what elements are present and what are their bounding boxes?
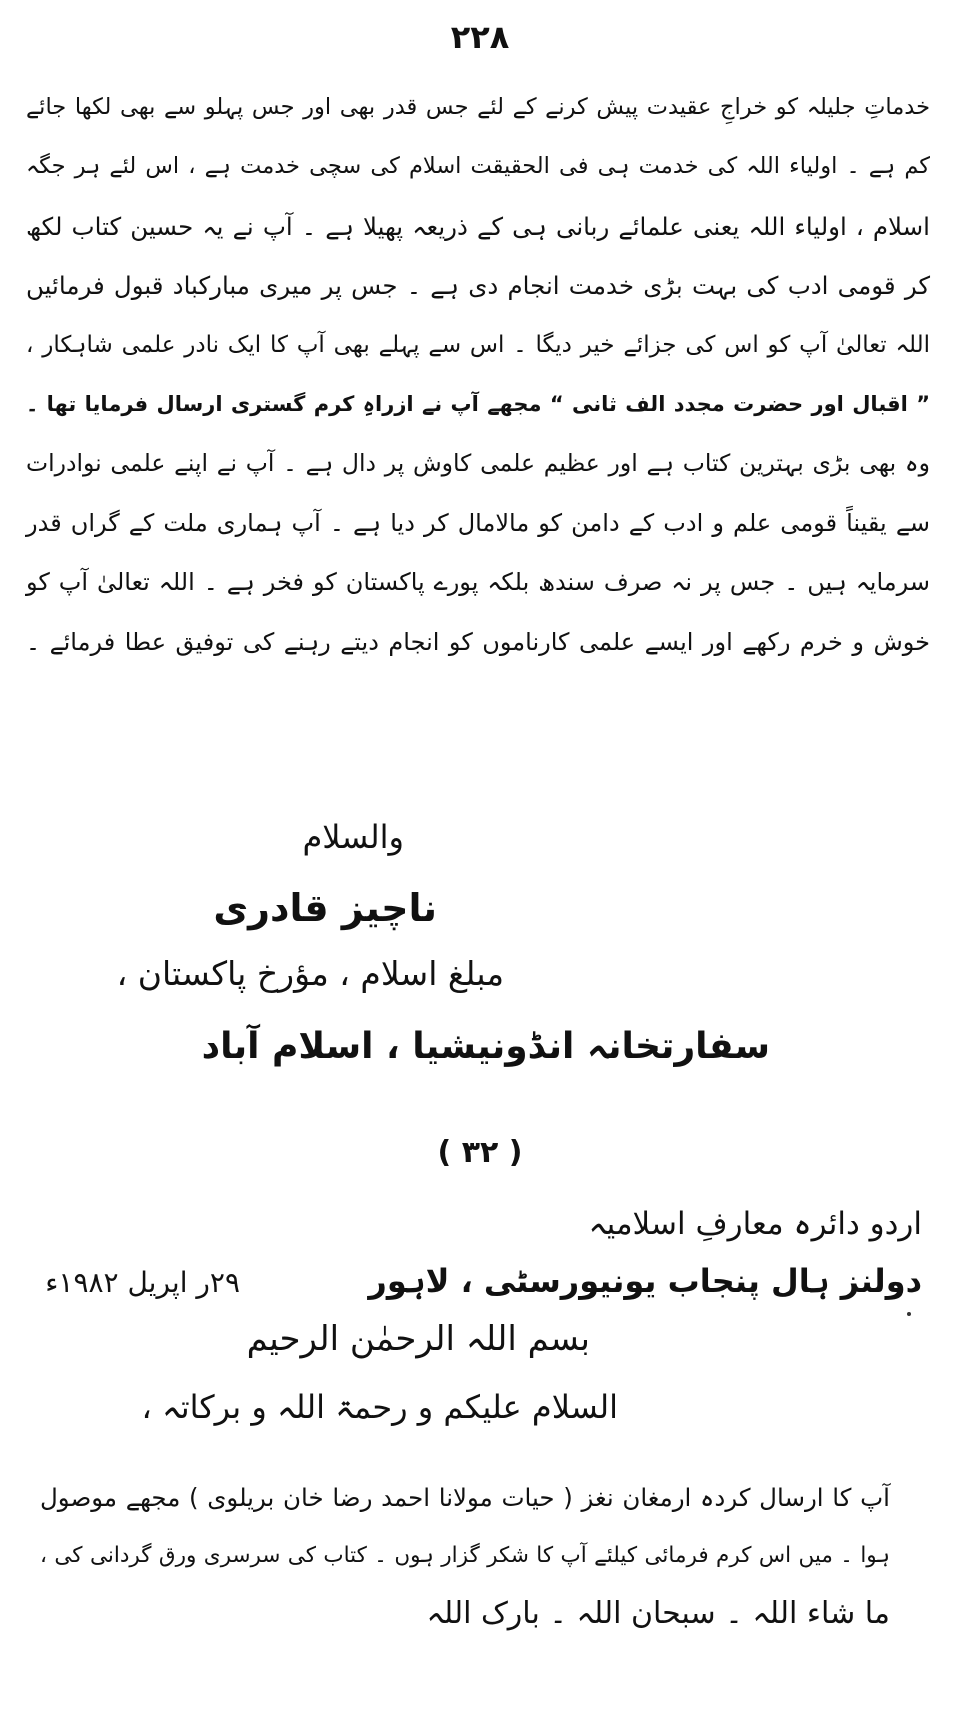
text-line: ” اقبال اور حضرت مجدد الف ثانی “ مجھے آپ نے ازراہِ کرم گستری ارسال فرمایا تھا ۔ bbox=[26, 392, 930, 417]
text-line: ہوا ۔ میں اس کرم فرمائی کیلئے آپ کا شکر گزار ہوں ۔ کتاب کی سرسری ورق گردانی کی ، bbox=[40, 1543, 890, 1568]
signature-address: سفارتخانہ انڈونیشیا ، اسلام آباد bbox=[201, 1026, 770, 1067]
text-line: سرمایہ ہیں ۔ جس پر نہ صرف سندھ بلکہ پورے پاکستان کو فخر ہے ۔ اللہ تعالیٰ آپ کو bbox=[26, 568, 930, 597]
text-line: کم ہے ۔ اولیاء اللہ کی خدمت ہی فی الحقیقت اسلام کی سچی خدمت ہے ، اس لئے ہر جگہ bbox=[26, 153, 930, 180]
text-line: اللہ تعالیٰ آپ کو اس کی جزائے خیر دیگا ۔ اس سے پہلے بھی آپ کا ایک نادر علمی شاہکار ، bbox=[26, 331, 930, 358]
signature-title: مبلغ اسلام ، مؤرخ پاکستان ، bbox=[116, 954, 504, 993]
signature-name: ناچیز قادری bbox=[213, 886, 437, 930]
bismillah: بسم اللہ الرحمٰن الرحیم bbox=[246, 1319, 590, 1359]
text-line: آپ کا ارسال کردہ ارمغان نغز ( حیات مولانا احمد رضا خان بریلوی ) مجھے موصول bbox=[40, 1483, 890, 1512]
text-line: وہ بھی بڑی بہترین کتاب ہے اور عظیم علمی کاوش پر دال ہے ۔ آپ نے اپنے علمی نوادرات bbox=[26, 449, 930, 478]
letter1-body bbox=[26, 78, 930, 672]
ink-dot bbox=[907, 1312, 911, 1316]
page-number: ۲۲۸ bbox=[450, 18, 510, 56]
text-line: کر قومی ادب کی بہت بڑی خدمت انجام دی ہے ۔ جس پر میری مبارکباد قبول فرمائیں bbox=[26, 271, 930, 301]
org-address: دولنز ہال پنجاب یونیورسٹی ، لاہور bbox=[368, 1262, 922, 1300]
salutation: السلام علیکم و رحمۃ اللہ و برکاتہ ، bbox=[141, 1388, 618, 1426]
text-line: ما شاء اللہ ۔ سبحان اللہ ۔ بارک اللہ bbox=[426, 1596, 890, 1631]
letter-date: ۲۹ر اپریل ۱۹۸۲ء bbox=[45, 1266, 240, 1299]
text-line: خدماتِ جلیلہ کو خراجِ عقیدت پیش کرنے کے لئے جس قدر بھی اور جس پہلو سے بھی لکھا جائے bbox=[26, 94, 930, 120]
closing-salutation: والسلام bbox=[302, 818, 404, 856]
text-line: خوش و خرم رکھے اور ایسے علمی کارناموں کو انجام دیتے رہنے کی توفیق عطا فرمائے ۔ bbox=[26, 627, 930, 656]
letter-number: ( ۳۲ ) bbox=[437, 1135, 523, 1170]
text-line: اسلام ، اولیاء اللہ یعنی علمائے ربانی ہی کے ذریعہ پھیلا ہے ۔ آپ نے یہ حسین کتاب لکھ bbox=[26, 211, 930, 241]
org-name: اردو دائرہ معارفِ اسلامیہ bbox=[588, 1206, 922, 1242]
text-line: سے یقیناً قومی علم و ادب کے دامن کو مالامال کر دیا ہے ۔ آپ ہماری ملت کے گراں قدر bbox=[26, 508, 930, 537]
letter2-body bbox=[40, 1469, 890, 1643]
